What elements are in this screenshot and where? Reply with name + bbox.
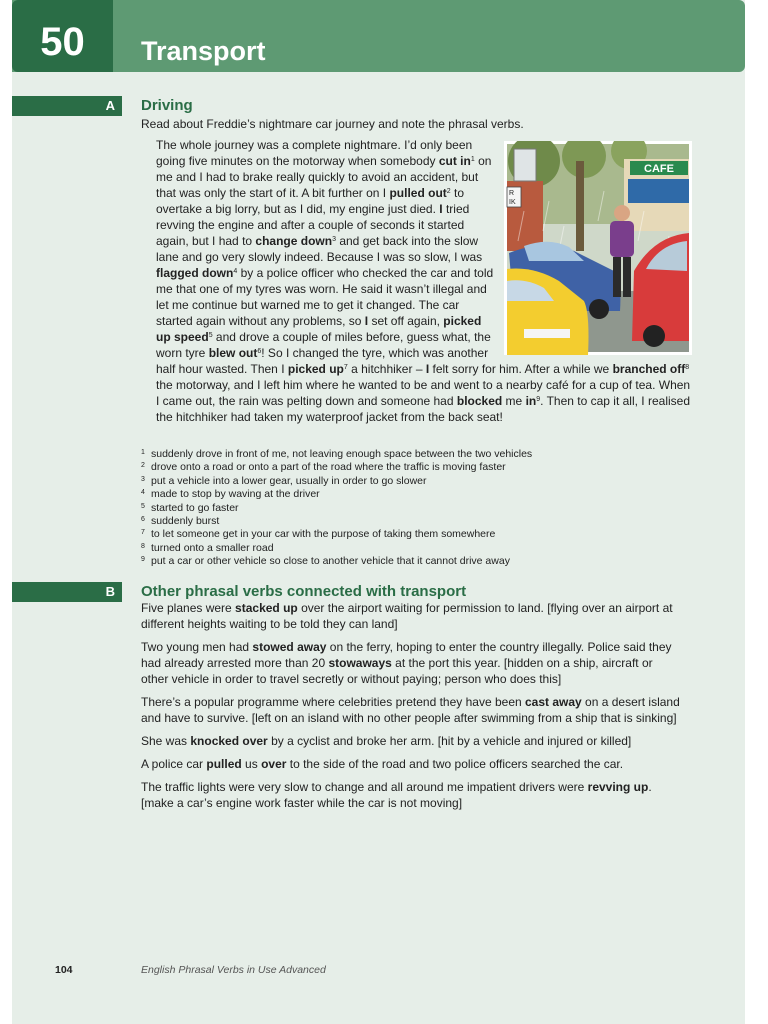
car-scene-illustration <box>504 141 692 355</box>
phrasal-verb: in <box>525 394 537 408</box>
section-a-title: Driving <box>141 97 193 114</box>
phrasal-verb: I <box>439 202 443 216</box>
phrasal-verb: pulled <box>206 757 242 771</box>
footnote-item: $^9$ put a car or other vehicle so close to another vehicle that it cannot drive away <box>141 555 510 568</box>
footnote-text: made to stop by waving at the driver <box>151 488 320 501</box>
section-b-tab: B <box>12 582 122 602</box>
story-text <box>156 137 692 425</box>
footnote-text: suddenly drove in front of me, not leaving enough space between the two vehicles <box>151 448 533 460</box>
phrasal-verb: change down <box>255 234 333 248</box>
phrasal-verb: branched off <box>612 362 686 376</box>
shop-sign-text: R <box>509 190 515 197</box>
page-number: 104 <box>55 964 73 976</box>
footnote-text: turned onto a smaller road <box>151 541 274 554</box>
phrasal-verb: picked up speed <box>156 314 482 344</box>
unit-header-bar <box>12 0 745 72</box>
section-a-intro: Read about Freddie’s nightmare car journey and note the phrasal verbs. <box>141 117 524 131</box>
footnote-item: $^2$ drove onto a road or onto a part of the road where the traffic is moving faster <box>141 461 506 474</box>
footnote-text: to let someone get in your car with the purpose of taking them somewhere <box>151 528 496 541</box>
footnote-text: put a car or other vehicle so close to another vehicle that it cannot drive away <box>151 555 510 568</box>
footnote-ref: 8 <box>685 364 690 371</box>
example-paragraph: Five planes were stacked up over the airport waiting for permission to land. [flying over an airport at different heights waiting to be told they can land] <box>141 601 673 631</box>
footnote-ref: 5 <box>208 332 213 339</box>
phrasal-verb: blocked <box>456 394 503 408</box>
phrasal-verb: revving up <box>587 780 649 794</box>
shop-sign-text-2: IK <box>509 199 516 206</box>
example-paragraph: Two young men had stowed away on the ferry, hoping to enter the country illegally. Police said they had already arrested more than 20 stowaways at the port this year. [hidden on a ship, aircraft or other vehicle in order to travel secretly or without paying; person who does this] <box>141 640 672 686</box>
footnote-ref: 3 <box>332 236 336 243</box>
story-paragraph: The whole journey was a complete nightmare. I’d only been going five minutes on the motorway when somebody cut $in^1$ on me and I had to brake really quickly to avoid an accident, but that was only the start of it. A bit further on I pulled out$^2$ to overtake a big lorry, but as I did, my engine just died. I tried revving the engine and after a couple of seconds it started again, but I had to change down$^3$ and get back into the slow lane and go very slowly indeed. Because I was so slow, I was flagged down$^4$ by a police officer who checked the car and told me that one of my tyres was worn. He said it wasn’t illegal and let me continue but warned me to get it changed. The car started again without any problems, so I set off again, picked up speed$^5$ and drove a couple of miles before, guess what, the worn tyre blew out$^6$! So I changed the tyre, which was another half hour wasted. Then I picked $up^7$ a hitchhiker – I felt sorry for him. After a while we branched off$^8$ the motorway, and I left him where he wanted to be and went to a nearby café for a cup of tea. When I came out, the rain was pelting down and someone had blocked me $in^9$. Then to cap it all, I realised the hitchhiker had taken my waterproof jacket from the back seat! <box>156 138 691 424</box>
footnote-item: $^5$ started to go faster <box>141 501 239 514</box>
example-paragraph: She was knocked over by a cyclist and broke her arm. [hit by a vehicle and injured or killed] <box>141 734 632 748</box>
footnotes-list <box>141 448 701 569</box>
phrasal-verb: knocked over <box>190 734 268 748</box>
cafe-sign-text: CAFE <box>644 163 674 175</box>
footnote-item: $^4$ made to stop by waving at the driver <box>141 488 320 501</box>
phrasal-verb: stowaways <box>328 656 392 670</box>
footnote-item: $^3$ put a vehicle into a lower gear, usually in order to go slower <box>141 474 427 487</box>
section-b-title: Other phrasal verbs connected with transport <box>141 583 467 600</box>
phrasal-verb: picked up <box>287 362 344 376</box>
footnote-item: $^8$ turned onto a smaller road <box>141 541 274 554</box>
section-b-body <box>141 600 681 818</box>
footnote-item: $^7$ to let someone get in your car with the purpose of taking them somewhere <box>141 528 496 541</box>
unit-number: 50 <box>40 20 85 64</box>
footnote-text: started to go faster <box>151 501 239 514</box>
book-title: English Phrasal Verbs in Use Advanced <box>141 964 326 976</box>
footnote-item: $^6$ suddenly burst <box>141 515 220 528</box>
phrasal-verb: cut in <box>438 154 471 168</box>
phrasal-verb: cast away <box>525 695 582 709</box>
footnote-text: suddenly burst <box>151 515 220 528</box>
section-a-tab: A <box>12 96 122 116</box>
footnote-ref: 4 <box>233 268 238 275</box>
footnote-ref: 1 <box>470 156 475 163</box>
phrasal-verb: over <box>261 757 287 771</box>
footnote-ref: 2 <box>446 188 451 195</box>
phrasal-verb: blew out <box>208 346 258 360</box>
phrasal-verb: stacked up <box>235 601 298 615</box>
footnote-ref: 6 <box>257 348 262 355</box>
phrasal-verb: I <box>364 314 369 328</box>
footnote-item: $^1$ suddenly drove in front of me, not leaving enough space between the two vehicles <box>141 448 533 460</box>
phrasal-verb: pulled out <box>389 186 447 200</box>
footnote-ref: 9 <box>536 396 541 403</box>
footnote-text: drove onto a road or onto a part of the road where the traffic is moving faster <box>151 461 506 474</box>
unit-title: Transport <box>141 36 266 66</box>
footnote-ref: 7 <box>343 364 348 371</box>
phrasal-verb: flagged down <box>156 266 234 280</box>
phrasal-verb: stowed away <box>252 640 327 654</box>
example-paragraph: The traffic lights were very slow to change and all around me impatient drivers were revving up. [make a car’s engine work faster while the car is not moving] <box>141 780 652 810</box>
footnote-text: put a vehicle into a lower gear, usually in order to go slower <box>151 474 427 487</box>
example-paragraph: A police car pulled us over to the side of the road and two police officers searched the car. <box>141 757 624 771</box>
example-paragraph: There’s a popular programme where celebrities pretend they have been cast away on a desert island and have to survive. [left on an island with no other people after swimming from a ship that is sinking] <box>141 695 680 725</box>
phrasal-verb: I <box>425 362 430 376</box>
